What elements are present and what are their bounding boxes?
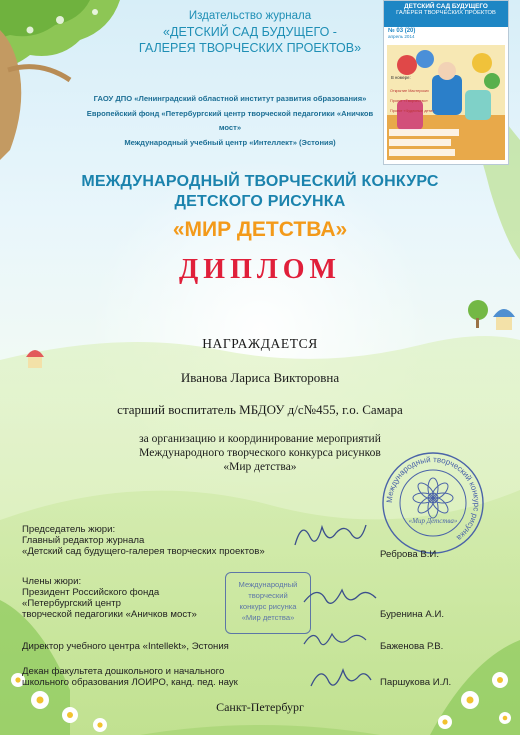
recipient-name: Иванова Лариса Викторовна [180,370,340,385]
contest-title-line-2: ДЕТСКОГО РИСУНКА [174,193,346,210]
publisher-line-2: «ДЕТСКИЙ САД БУДУЩЕГО - [163,25,337,39]
jury-members-line-2: Президент Российского фонда [22,587,160,598]
jury-chair-line-2: Главный редактор журнала [22,535,145,546]
jury-members-line-4: творческой педагогики «Аничков мост» [22,609,197,620]
award-reason-line-1: за организацию и координирование мероприятий [139,433,381,445]
rectangular-stamp [225,572,311,634]
magazine-cover-issue [388,28,415,39]
tree-right-small [468,300,488,328]
publisher-line-3: ГАЛЕРЕЯ ТВОРЧЕСКИХ ПРОЕКТОВ» [138,41,362,55]
jury-members-line-3: «Петербургский центр [22,598,121,609]
organization-2: Европейский фонд «Петербургский центр творческой педагогики «Аничков мост» [86,108,374,132]
signature-director [300,626,370,654]
magazine-cover-photo [387,45,505,160]
rect-stamp-line-1: Международный [238,580,298,589]
contest-title [60,172,460,212]
contest-title-line-1: МЕЖДУНАРОДНЫЙ ТВОРЧЕСКИЙ КОНКУРС [81,173,439,190]
publisher-line-1: Издательство журнала [188,10,312,22]
jury-member-name: Буренина А.И. [380,609,445,620]
jury-chair-line-1: Председатель жюри: [22,524,116,535]
magazine-cover-title-1: ДЕТСКИЙ САД БУДУЩЕГО [404,3,488,10]
round-stamp-center-text: «Мир Детства» [408,517,458,525]
signature-dean [305,660,375,696]
jury-director-line: Директор учебного центра «Intellekt», Эстония [22,641,229,652]
publisher-header [120,8,380,56]
round-stamp-ring-text: Международный творческий конкурс рисунка [384,454,482,543]
daisy-icon [413,478,453,518]
award-reason-line-2: Международного творческого конкурса рисунков [139,447,381,459]
magazine-blurb-1: Открытие Мастерских [390,89,429,93]
round-stamp [378,448,488,558]
signature-chair [290,515,370,555]
jury-dean-name: Паршукова И.Л. [380,677,452,688]
magazine-cover-title [384,1,508,27]
jury-chair-line-3: «Детский сад будущего-галерея творческих проектов» [22,546,265,557]
award-text: НАГРАЖДАЕТСЯ [202,336,318,351]
jury-dean-line-1: Декан факультета дошкольного и начального [22,666,225,677]
house-right [493,309,515,330]
rect-stamp-line-2: творческий [248,591,288,600]
magazine-blurb-heading: В номере: [391,75,411,80]
magazine-cover-title-2: ГАЛЕРЕЯ ТВОРЧЕСКИХ ПРОЕКТОВ [396,10,496,16]
magazine-blurb-2: Проект «Творчество» [390,99,428,103]
contest-name: «МИР ДЕТСТВА» [172,218,348,241]
jury-dean-line-2: школьного образования ЛОИРО, канд. пед. наук [22,677,238,688]
organizations-list [80,92,380,150]
rect-stamp-line-4: «Мир детства» [241,613,295,622]
jury-chair-name: Реброва В.И. [380,549,439,560]
organization-3: Международный учебный центр «Интеллект» (Эстония) [124,137,336,147]
magazine-issue-number: № 03 (20) [388,28,416,34]
diploma-title: ДИПЛОМ [179,254,341,285]
jury-dean [22,666,322,688]
city-footer: Санкт-Петербург [216,700,304,714]
magazine-issue-date: апрель 2014 [388,34,415,39]
jury-director-name: Баженова Р.В. [380,641,444,652]
award-reason-line-3: «Мир детства» [223,461,297,473]
magazine-cover-blurbs [390,85,456,116]
recipient-position: старший воспитатель МБДОУ д/с№455, г.о. Самара [117,402,403,417]
signature-member [300,580,380,616]
jury-chair [22,524,302,557]
magazine-blurb-3: Проект «Чудесные дети» [390,109,435,113]
jury-members-line-1: Члены жюри: [22,576,82,587]
magazine-cover [383,0,509,165]
rect-stamp-line-3: конкурс рисунка [239,602,297,611]
organization-1: ГАОУ ДПО «Ленинградский областной институт развития образования» [93,94,367,103]
